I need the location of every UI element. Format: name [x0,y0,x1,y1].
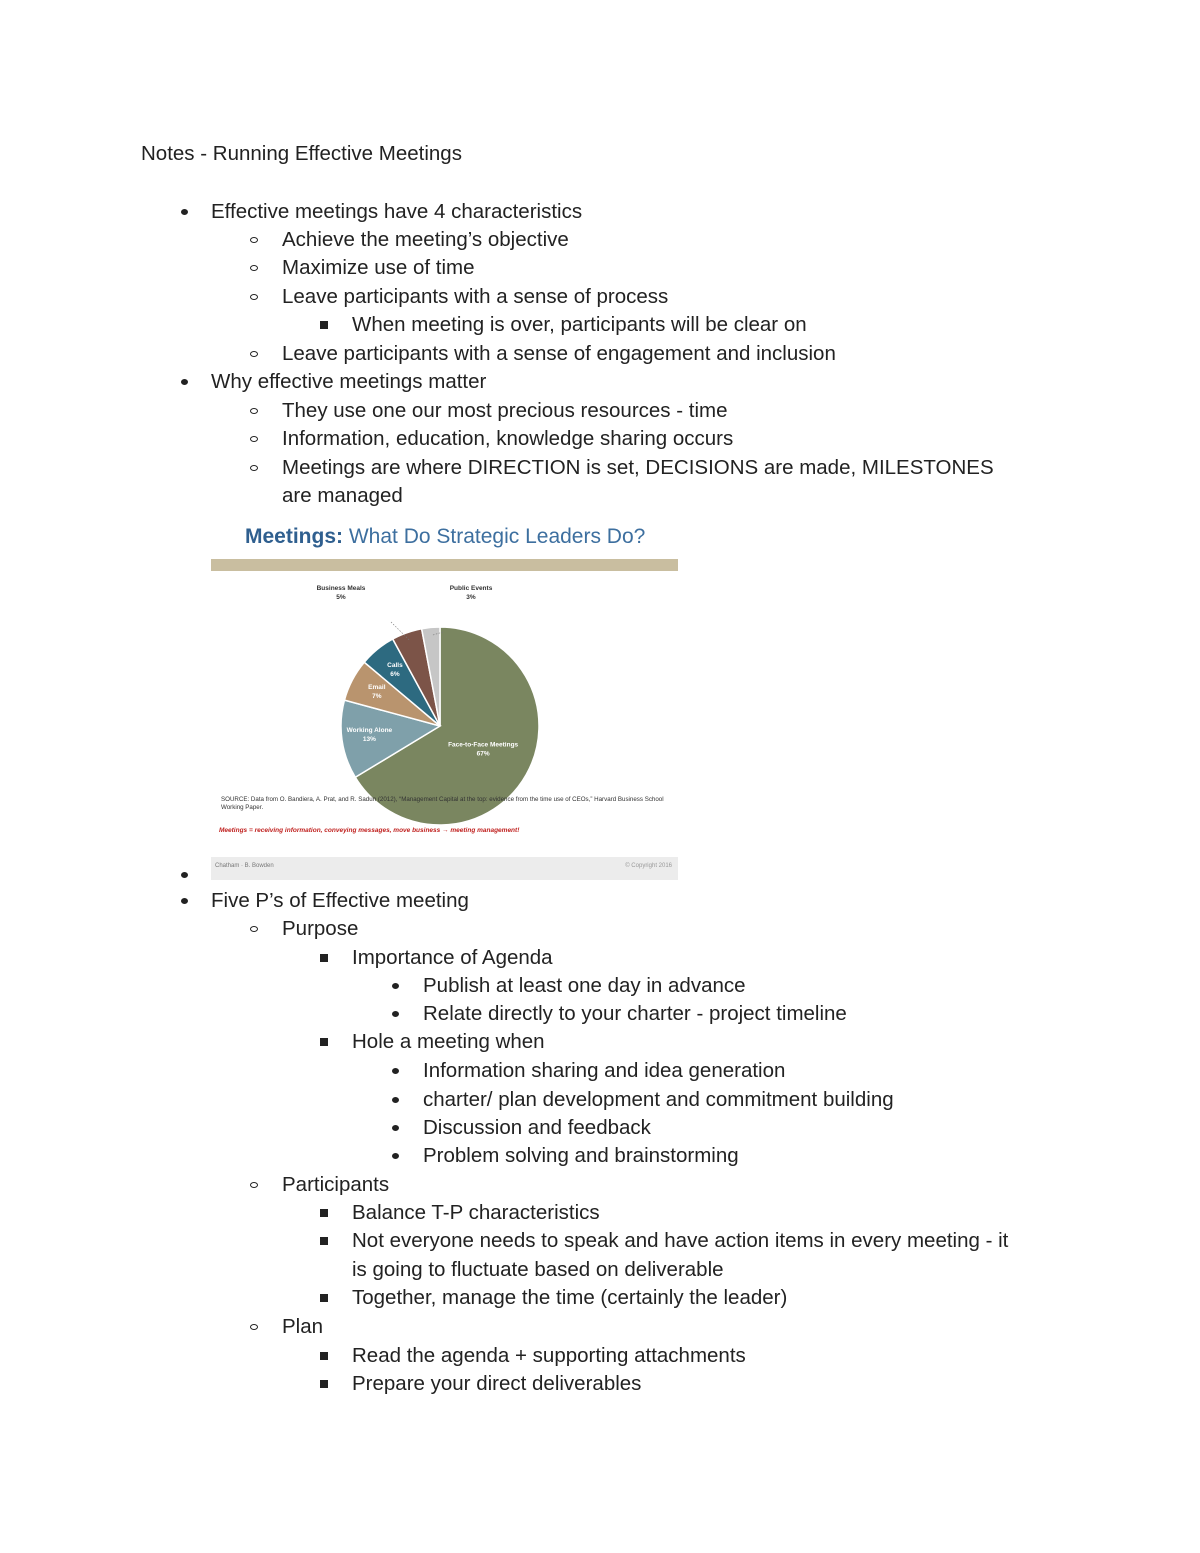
note-line [314,1343,746,1369]
note-line [385,1001,847,1027]
bullet-square-icon [314,1029,334,1055]
note-text: Problem solving and brainstorming [423,1144,739,1167]
slide-takeaway: Meetings = receiving information, conveying messages, move business → meeting management! [219,827,520,834]
note-text: Prepare your direct deliverables [352,1372,642,1395]
note-line [385,1143,739,1169]
note-text: Purpose [282,917,359,940]
bullet-square-icon [314,1371,334,1397]
bullet-circle-icon [244,455,264,481]
note-line [244,483,403,509]
slide-footer-left: Chatham · B. Bowden [215,863,274,869]
note-text: Five P’s of Effective meeting [211,889,469,912]
note-line [244,227,569,253]
bullet-disc-icon [385,1058,405,1084]
bullet-circle-icon [244,1172,264,1198]
note-text: They use one our most precious resources - time [282,399,728,422]
slide-source-note: SOURCE: Data from O. Bandiera, A. Prat, and R. Sadun (2012), “Management Capital at the top: evidence from the time use of CEOs,” Harvard Business School Working Paper. [221,796,664,811]
pie-slice-label: Public Events [449,585,493,592]
note-text: Not everyone needs to speak and have action items in every meeting - it [352,1229,1009,1252]
pie-slice-value: 67% [476,750,490,758]
bullet-square-icon [314,945,334,971]
note-line [244,1314,323,1340]
note-text: Meetings are where DIRECTION is set, DECISIONS are made, MILESTONES [282,456,994,479]
slide-title [245,524,645,550]
pie-slice-label: Business Meals [316,585,366,592]
pie-slice-label: Email [368,683,386,691]
bullet-circle-icon [244,284,264,310]
bullet-square-icon [314,1200,334,1226]
pie-slice-value: 3% [466,594,476,601]
bullet-disc-icon [174,888,194,914]
bullet-disc-icon [385,1001,405,1027]
note-text: Why effective meetings matter [211,370,487,393]
pie-slice-value: 5% [336,594,346,601]
note-text: is going to fluctuate based on deliverable [352,1258,724,1281]
bullet-square-icon [314,312,334,338]
bullet-square-icon [314,1228,334,1254]
bullet-square-icon [314,1343,334,1369]
note-line [314,1200,600,1226]
bullet-disc-icon [385,1087,405,1113]
bullet-disc-icon [174,199,194,225]
slide-footer-right: © Copyright 2016 [625,863,672,869]
slide-title-rest: What Do Strategic Leaders Do? [343,525,646,548]
note-text: Leave participants with a sense of process [282,285,669,308]
note-line [174,369,486,395]
note-line [174,888,469,914]
note-text: are managed [282,484,403,507]
bullet-circle-icon [244,341,264,367]
pie-slice-value: 7% [372,692,382,700]
bullet-disc-icon [385,1115,405,1141]
note-line [244,398,728,424]
note-line [314,1257,724,1283]
pie-slice-label: Working Alone [346,726,393,734]
bullet-disc-icon [385,973,405,999]
bullet-circle-icon [244,255,264,281]
note-line [244,426,733,452]
bullet-circle-icon [244,1314,264,1340]
embedded-slide [211,512,678,880]
note-text: Discussion and feedback [423,1116,651,1139]
pie-slice-value: 6% [390,670,400,678]
slide-divider-band [211,559,678,571]
note-line [244,284,668,310]
bullet-circle-icon [244,227,264,253]
note-text: When meeting is over, participants will be clear on [352,313,807,336]
note-line [385,1087,894,1113]
note-line [314,945,553,971]
bullet-circle-icon [244,398,264,424]
note-text: Leave participants with a sense of engagement and inclusion [282,342,836,365]
note-line [244,255,475,281]
note-line [314,1371,641,1397]
note-line [314,1029,545,1055]
page-title: Notes - Running Effective Meetings [141,142,462,165]
note-line [244,916,358,942]
note-text: Hole a meeting when [352,1030,545,1053]
note-text: Plan [282,1315,324,1338]
bullet-circle-icon [244,426,264,452]
note-text: Effective meetings have 4 characteristics [211,200,583,223]
bullet-disc-icon [174,862,194,888]
note-text: Balance T-P characteristics [352,1201,600,1224]
note-line [174,199,582,225]
bullet-circle-icon [244,916,264,942]
note-line [244,341,836,367]
pie-chart [211,572,678,862]
pie-slice-label: Face-to-Face Meetings [448,741,519,749]
note-text: Read the agenda + supporting attachments [352,1344,746,1367]
note-text: Relate directly to your charter - project timeline [423,1002,847,1025]
note-text: Achieve the meeting’s objective [282,228,569,251]
note-text: Participants [282,1173,390,1196]
note-line [385,973,746,999]
bullet-disc-icon [174,369,194,395]
note-text: charter/ plan development and commitment building [423,1088,894,1111]
note-text: Information, education, knowledge sharing occurs [282,427,734,450]
bullet-square-icon [314,1285,334,1311]
pie-slice-value: 13% [362,735,376,743]
note-text: Maximize use of time [282,256,475,279]
note-line [314,1228,1008,1254]
slide-title-keyword: Meetings: [245,525,344,548]
note-line [385,1115,651,1141]
note-line [314,312,807,338]
pie-slice-label: Calls [387,661,403,669]
note-line [244,455,994,481]
note-text: Together, manage the time (certainly the leader) [352,1286,788,1309]
note-text: Information sharing and idea generation [423,1059,786,1082]
note-text: Publish at least one day in advance [423,974,746,997]
note-text: Importance of Agenda [352,946,553,969]
note-line [385,1058,785,1084]
slide-footer [211,857,678,880]
note-line [244,1172,389,1198]
note-line [314,1285,787,1311]
bullet-disc-icon [385,1143,405,1169]
